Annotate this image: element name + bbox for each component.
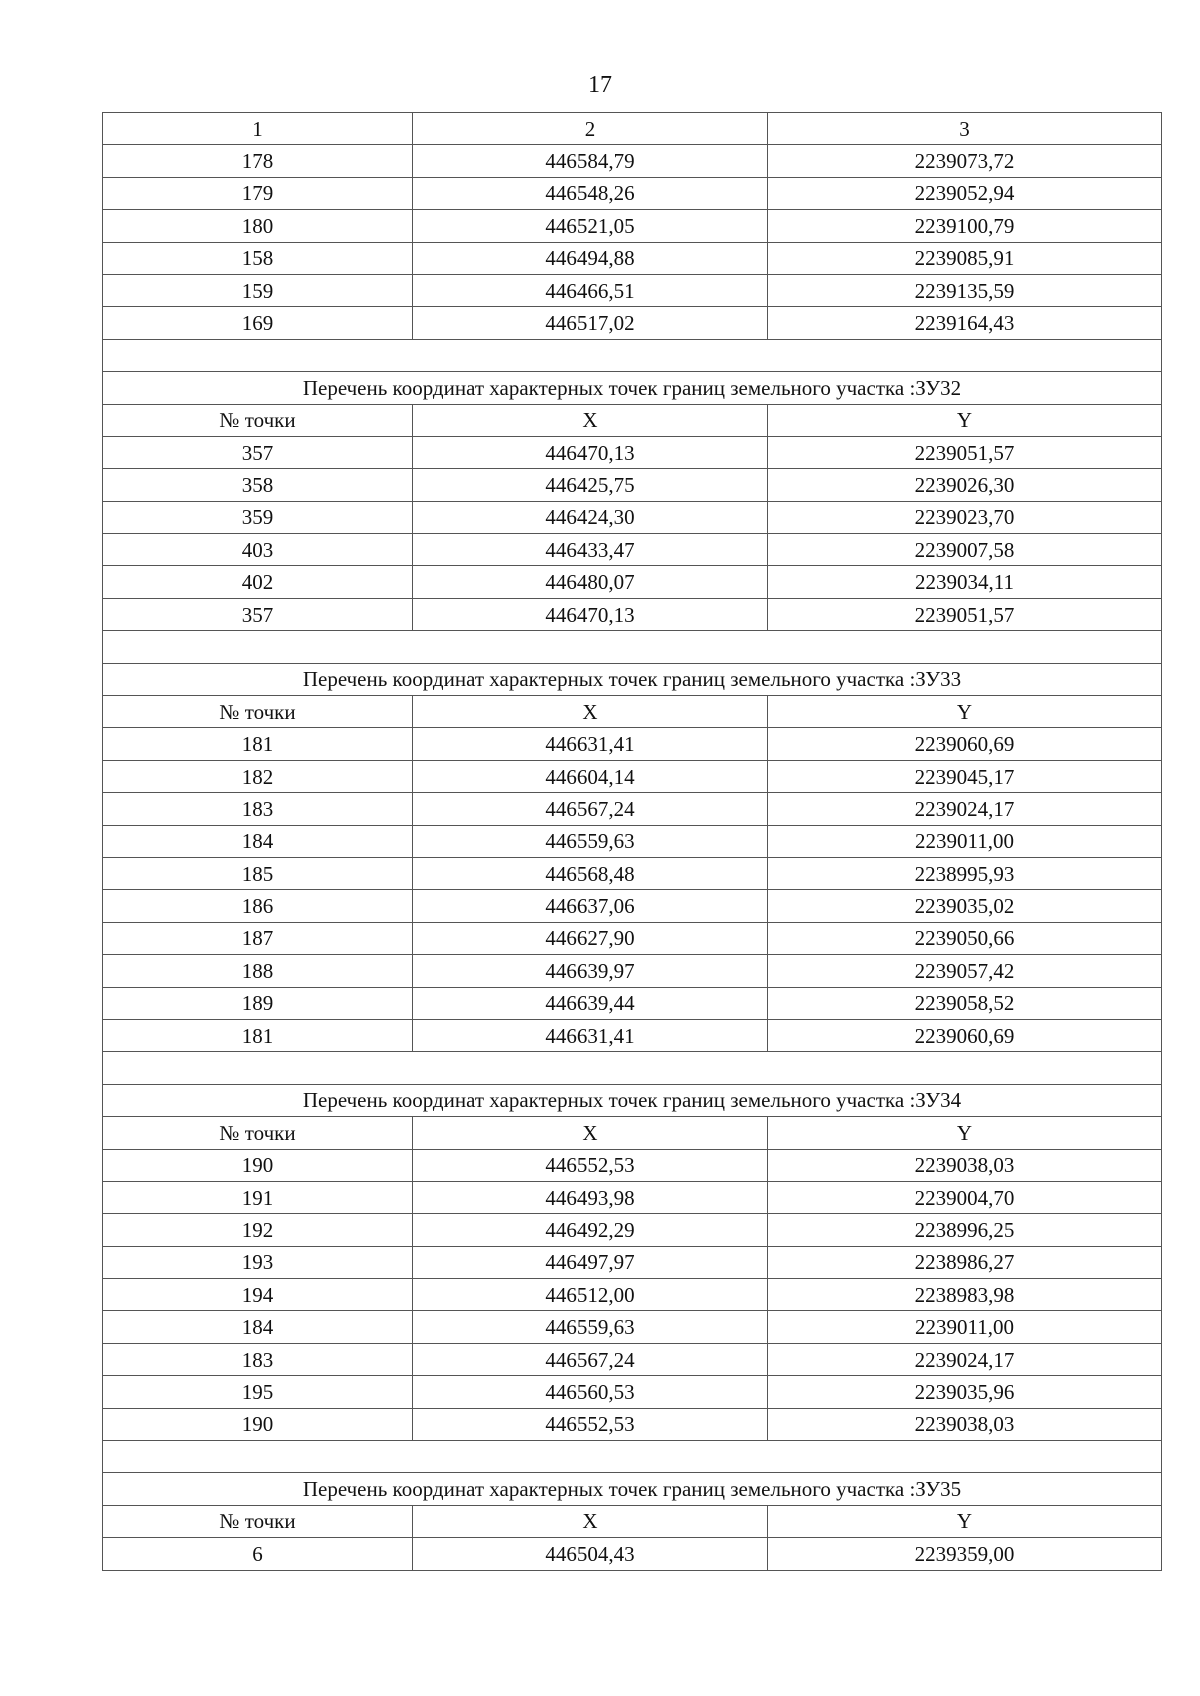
table-row: [103, 890, 1162, 922]
x-coordinate-cell: 446559,63: [413, 825, 768, 857]
point-number-cell: 195: [103, 1376, 413, 1408]
column-header-row: [103, 1505, 1162, 1537]
coordinates-table: [102, 112, 1162, 1571]
x-coordinate-cell: 446521,05: [413, 210, 768, 242]
point-number-header: № точки: [103, 1117, 413, 1149]
x-coordinate-cell: 446631,41: [413, 1019, 768, 1051]
point-number-cell: 403: [103, 534, 413, 566]
section-spacer-cell: [103, 1052, 1162, 1084]
point-number-cell: 402: [103, 566, 413, 598]
x-coordinate-header: X: [413, 1505, 768, 1537]
point-number-cell: 359: [103, 501, 413, 533]
y-coordinate-cell: 2239034,11: [768, 566, 1162, 598]
x-coordinate-cell: 446493,98: [413, 1181, 768, 1213]
table-row: [103, 1408, 1162, 1440]
x-coordinate-cell: 446637,06: [413, 890, 768, 922]
x-coordinate-cell: 446470,13: [413, 436, 768, 468]
table-row: [103, 1538, 1162, 1570]
y-coordinate-header: Y: [768, 696, 1162, 728]
y-coordinate-header: Y: [768, 404, 1162, 436]
section-spacer-cell: [103, 1441, 1162, 1473]
x-coordinate-cell: 446639,44: [413, 987, 768, 1019]
point-number-cell: 158: [103, 242, 413, 274]
point-number-cell: 184: [103, 825, 413, 857]
x-coordinate-cell: 446567,24: [413, 1343, 768, 1375]
y-coordinate-cell: 2239024,17: [768, 1343, 1162, 1375]
y-coordinate-cell: 2238983,98: [768, 1279, 1162, 1311]
x-coordinate-cell: 446604,14: [413, 760, 768, 792]
table-row: [103, 210, 1162, 242]
x-coordinate-cell: 446627,90: [413, 922, 768, 954]
section-title-row: [103, 1084, 1162, 1116]
table-row: [103, 307, 1162, 339]
section-spacer-cell: [103, 631, 1162, 663]
point-number-cell: 191: [103, 1181, 413, 1213]
point-number-cell: 182: [103, 760, 413, 792]
column-number-cell: 3: [768, 113, 1162, 145]
point-number-cell: 194: [103, 1279, 413, 1311]
point-number-header: № точки: [103, 1505, 413, 1537]
point-number-cell: 180: [103, 210, 413, 242]
point-number-cell: 357: [103, 436, 413, 468]
table-row: [103, 760, 1162, 792]
section-title: Перечень координат характерных точек границ земельного участка :ЗУ33: [103, 663, 1162, 695]
page-number: 17: [588, 72, 612, 98]
table-row: [103, 598, 1162, 630]
y-coordinate-header: Y: [768, 1505, 1162, 1537]
coordinates-table-body: [103, 113, 1162, 1571]
table-row: [103, 501, 1162, 533]
y-coordinate-cell: 2239045,17: [768, 760, 1162, 792]
x-coordinate-cell: 446560,53: [413, 1376, 768, 1408]
y-coordinate-cell: 2239359,00: [768, 1538, 1162, 1570]
x-coordinate-cell: 446470,13: [413, 598, 768, 630]
x-coordinate-cell: 446433,47: [413, 534, 768, 566]
y-coordinate-cell: 2239057,42: [768, 955, 1162, 987]
table-row: [103, 955, 1162, 987]
point-number-cell: 183: [103, 1343, 413, 1375]
x-coordinate-header: X: [413, 404, 768, 436]
point-number-cell: 190: [103, 1149, 413, 1181]
table-row: [103, 1214, 1162, 1246]
x-coordinate-header: X: [413, 1117, 768, 1149]
y-coordinate-cell: 2239051,57: [768, 436, 1162, 468]
y-coordinate-cell: 2239050,66: [768, 922, 1162, 954]
section-title: Перечень координат характерных точек границ земельного участка :ЗУ35: [103, 1473, 1162, 1505]
y-coordinate-cell: 2238995,93: [768, 857, 1162, 889]
point-number-cell: 178: [103, 145, 413, 177]
y-coordinate-cell: 2239100,79: [768, 210, 1162, 242]
y-coordinate-cell: 2238996,25: [768, 1214, 1162, 1246]
y-coordinate-cell: 2239035,96: [768, 1376, 1162, 1408]
y-coordinate-cell: 2239051,57: [768, 598, 1162, 630]
x-coordinate-cell: 446497,97: [413, 1246, 768, 1278]
y-coordinate-cell: 2239007,58: [768, 534, 1162, 566]
point-number-cell: 192: [103, 1214, 413, 1246]
point-number-cell: 188: [103, 955, 413, 987]
table-row: [103, 1279, 1162, 1311]
y-coordinate-cell: 2239073,72: [768, 145, 1162, 177]
y-coordinate-cell: 2239085,91: [768, 242, 1162, 274]
section-spacer-row: [103, 631, 1162, 663]
section-title: Перечень координат характерных точек границ земельного участка :ЗУ32: [103, 372, 1162, 404]
table-row: [103, 177, 1162, 209]
x-coordinate-cell: 446639,97: [413, 955, 768, 987]
x-coordinate-cell: 446494,88: [413, 242, 768, 274]
point-number-cell: 181: [103, 1019, 413, 1051]
point-number-cell: 358: [103, 469, 413, 501]
column-number-cell: 1: [103, 113, 413, 145]
point-number-cell: 181: [103, 728, 413, 760]
x-coordinate-cell: 446552,53: [413, 1408, 768, 1440]
y-coordinate-cell: 2239024,17: [768, 793, 1162, 825]
x-coordinate-cell: 446424,30: [413, 501, 768, 533]
x-coordinate-cell: 446504,43: [413, 1538, 768, 1570]
table-row: [103, 566, 1162, 598]
x-coordinate-cell: 446584,79: [413, 145, 768, 177]
x-coordinate-cell: 446568,48: [413, 857, 768, 889]
point-number-cell: 190: [103, 1408, 413, 1440]
point-number-cell: 186: [103, 890, 413, 922]
table-row: [103, 1376, 1162, 1408]
point-number-cell: 187: [103, 922, 413, 954]
table-row: [103, 857, 1162, 889]
table-row: [103, 1181, 1162, 1213]
table-row: [103, 274, 1162, 306]
table-row: [103, 825, 1162, 857]
y-coordinate-cell: 2239011,00: [768, 825, 1162, 857]
y-coordinate-cell: 2239035,02: [768, 890, 1162, 922]
point-number-cell: 185: [103, 857, 413, 889]
section-spacer-row: [103, 339, 1162, 371]
y-coordinate-cell: 2239058,52: [768, 987, 1162, 1019]
y-coordinate-cell: 2239038,03: [768, 1408, 1162, 1440]
x-coordinate-cell: 446559,63: [413, 1311, 768, 1343]
table-row: [103, 1311, 1162, 1343]
point-number-cell: 179: [103, 177, 413, 209]
x-coordinate-cell: 446492,29: [413, 1214, 768, 1246]
column-number-row: [103, 113, 1162, 145]
y-coordinate-header: Y: [768, 1117, 1162, 1149]
x-coordinate-cell: 446425,75: [413, 469, 768, 501]
section-title-row: [103, 372, 1162, 404]
y-coordinate-cell: 2239164,43: [768, 307, 1162, 339]
table-row: [103, 534, 1162, 566]
y-coordinate-cell: 2239011,00: [768, 1311, 1162, 1343]
point-number-cell: 189: [103, 987, 413, 1019]
section-spacer-row: [103, 1441, 1162, 1473]
section-spacer-cell: [103, 339, 1162, 371]
column-number-cell: 2: [413, 113, 768, 145]
x-coordinate-cell: 446552,53: [413, 1149, 768, 1181]
x-coordinate-cell: 446548,26: [413, 177, 768, 209]
x-coordinate-cell: 446631,41: [413, 728, 768, 760]
point-number-cell: 6: [103, 1538, 413, 1570]
x-coordinate-cell: 446466,51: [413, 274, 768, 306]
x-coordinate-cell: 446512,00: [413, 1279, 768, 1311]
table-row: [103, 987, 1162, 1019]
y-coordinate-cell: 2239060,69: [768, 728, 1162, 760]
table-row: [103, 1343, 1162, 1375]
y-coordinate-cell: 2239026,30: [768, 469, 1162, 501]
section-title-row: [103, 1473, 1162, 1505]
y-coordinate-cell: 2239060,69: [768, 1019, 1162, 1051]
y-coordinate-cell: 2238986,27: [768, 1246, 1162, 1278]
table-row: [103, 728, 1162, 760]
table-row: [103, 145, 1162, 177]
point-number-cell: 193: [103, 1246, 413, 1278]
table-row: [103, 1246, 1162, 1278]
column-header-row: [103, 1117, 1162, 1149]
point-number-cell: 184: [103, 1311, 413, 1343]
table-row: [103, 1019, 1162, 1051]
section-title-row: [103, 663, 1162, 695]
point-number-cell: 159: [103, 274, 413, 306]
table-row: [103, 793, 1162, 825]
y-coordinate-cell: 2239038,03: [768, 1149, 1162, 1181]
column-header-row: [103, 696, 1162, 728]
column-header-row: [103, 404, 1162, 436]
table-row: [103, 469, 1162, 501]
y-coordinate-cell: 2239135,59: [768, 274, 1162, 306]
section-spacer-row: [103, 1052, 1162, 1084]
x-coordinate-cell: 446567,24: [413, 793, 768, 825]
table-row: [103, 922, 1162, 954]
point-number-cell: 183: [103, 793, 413, 825]
point-number-cell: 169: [103, 307, 413, 339]
point-number-cell: 357: [103, 598, 413, 630]
table-row: [103, 436, 1162, 468]
y-coordinate-cell: 2239004,70: [768, 1181, 1162, 1213]
x-coordinate-header: X: [413, 696, 768, 728]
section-title: Перечень координат характерных точек границ земельного участка :ЗУ34: [103, 1084, 1162, 1116]
y-coordinate-cell: 2239023,70: [768, 501, 1162, 533]
table-row: [103, 242, 1162, 274]
x-coordinate-cell: 446517,02: [413, 307, 768, 339]
y-coordinate-cell: 2239052,94: [768, 177, 1162, 209]
point-number-header: № точки: [103, 404, 413, 436]
x-coordinate-cell: 446480,07: [413, 566, 768, 598]
point-number-header: № точки: [103, 696, 413, 728]
table-row: [103, 1149, 1162, 1181]
